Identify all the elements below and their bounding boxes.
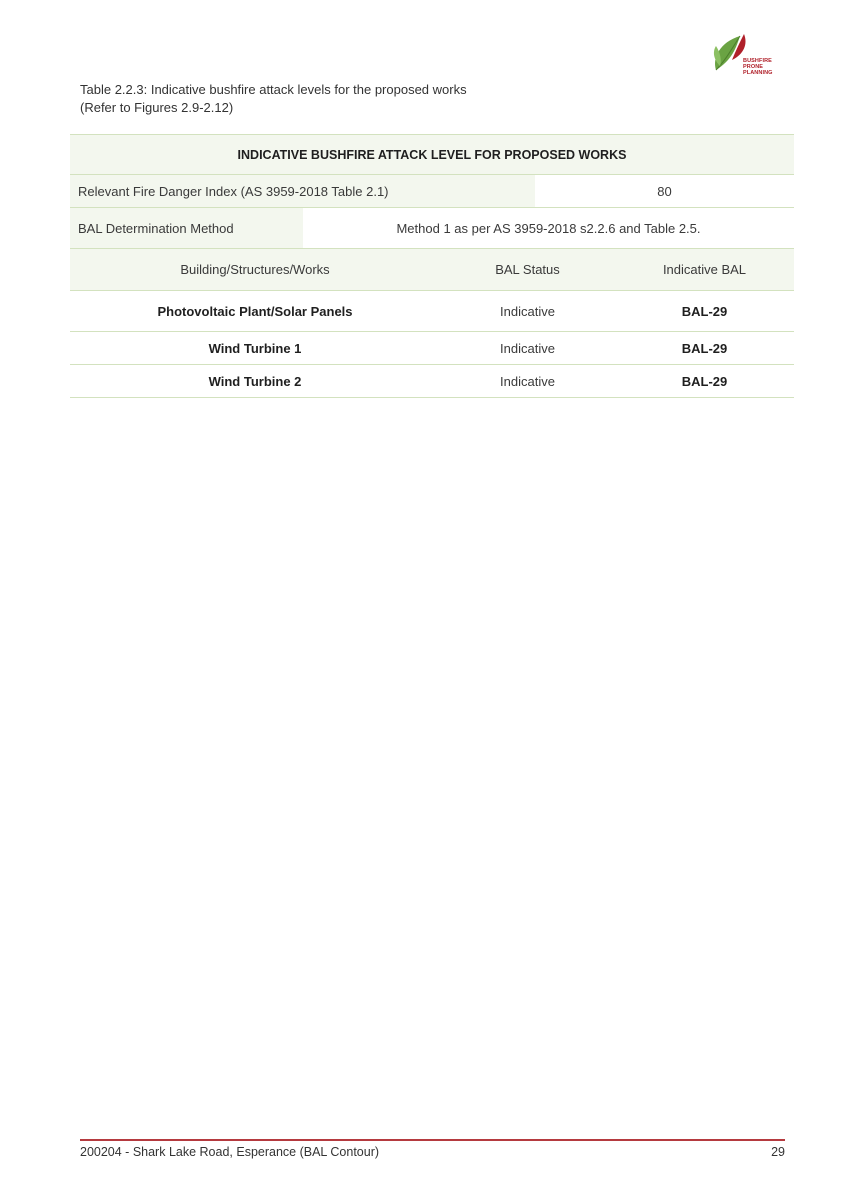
table-title-row [70, 134, 794, 174]
header-indicative-bal: Indicative BAL [662, 262, 747, 277]
status-cell: Indicative [500, 303, 555, 319]
page-number: 29 [771, 1145, 785, 1159]
fdi-value: 80 [657, 183, 672, 199]
bal-cell: BAL-29 [681, 340, 728, 356]
logo-text: BUSHFIRE PRONE PLANNING [743, 58, 773, 76]
works-cell: Wind Turbine 2 [208, 373, 302, 389]
method-label: BAL Determination Method [70, 208, 303, 248]
table-header-row [70, 248, 794, 290]
bal-cell: BAL-29 [681, 373, 728, 389]
caption-reference: (Refer to Figures 2.9-2.12) [80, 99, 234, 115]
bal-cell: BAL-29 [681, 303, 728, 319]
table-title: INDICATIVE BUSHFIRE ATTACK LEVEL FOR PROPOSED WORKS [70, 135, 794, 174]
fdi-row [70, 174, 794, 207]
bal-table [70, 134, 794, 398]
table-row [70, 364, 794, 398]
header-bal-status: BAL Status [495, 262, 560, 277]
fdi-label: Relevant Fire Danger Index (AS 3959-2018 Table 2.1) [70, 175, 535, 207]
works-cell: Wind Turbine 1 [208, 340, 302, 356]
table-row [70, 331, 794, 364]
table-row [70, 290, 794, 331]
bushfire-prone-planning-logo [710, 30, 790, 74]
status-cell: Indicative [500, 373, 555, 389]
method-value: Method 1 as per AS 3959-2018 s2.2.6 and Table 2.5. [396, 220, 701, 236]
footer-document-title: 200204 - Shark Lake Road, Esperance (BAL Contour) [80, 1145, 380, 1159]
footer-divider [80, 1139, 785, 1141]
works-cell: Photovoltaic Plant/Solar Panels [157, 303, 353, 319]
method-row [70, 207, 794, 248]
caption-title: Table 2.2.3: Indicative bushfire attack levels for the proposed works [80, 82, 467, 97]
table-caption [80, 81, 467, 116]
header-works: Building/Structures/Works [180, 262, 330, 277]
status-cell: Indicative [500, 340, 555, 356]
